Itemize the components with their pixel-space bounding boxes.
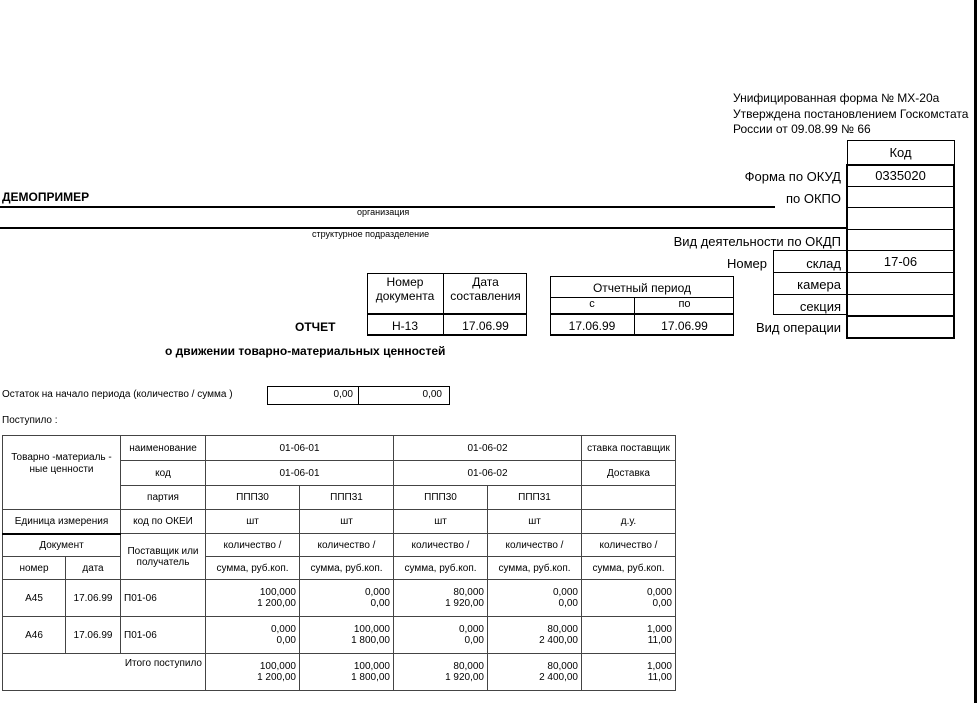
unit-cell: шт — [488, 510, 582, 534]
kamera-label: камера — [797, 277, 841, 292]
sum-label: сумма, руб.коп. — [394, 557, 488, 580]
period-from-label: с — [589, 298, 595, 310]
sum-label: сумма, руб.коп. — [582, 557, 676, 580]
okud-label: Форма по ОКУД — [744, 169, 841, 184]
date-label: дата — [66, 557, 121, 580]
total-cell: 100,000 1 200,00 — [206, 654, 300, 691]
org-name: ДЕМОПРИМЕР — [2, 190, 90, 204]
balance-sum: 0,00 — [422, 389, 442, 400]
org-caption: организация — [357, 207, 410, 217]
sekciya-label: секция — [799, 299, 841, 314]
row-cell: 100,000 1 200,00 — [206, 580, 300, 617]
row-cell: 0,000 0,00 — [488, 580, 582, 617]
qty-label: количество / — [394, 534, 488, 557]
operation-label: Вид операции — [755, 320, 841, 335]
row-cell: 0,000 0,00 — [582, 580, 676, 617]
total-cell: 100,000 1 800,00 — [300, 654, 394, 691]
qty-label: количество / — [582, 534, 676, 557]
tmc-label: Товарно -материаль - ные ценности — [3, 436, 121, 510]
batch-cell: ППП30 — [394, 486, 488, 510]
batch-cell: ППП30 — [206, 486, 300, 510]
total-cell: 80,000 1 920,00 — [394, 654, 488, 691]
row-num: А45 — [3, 580, 66, 617]
balance-label: Остаток на начало периода (количество / сумма ) — [2, 389, 233, 400]
form-line-3: России от 09.08.99 № 66 — [733, 122, 871, 136]
qty-label: количество / — [206, 534, 300, 557]
table-row — [3, 617, 676, 654]
batch-cell — [582, 486, 676, 510]
okpo-value — [847, 187, 954, 208]
doc-date-header: Дата составления — [450, 275, 521, 303]
row-cell: 0,000 0,00 — [206, 617, 300, 654]
doc-label: Документ — [3, 534, 121, 557]
row-num: А46 — [3, 617, 66, 654]
total-row — [3, 654, 676, 691]
extra-name: ставка поставщик — [582, 436, 676, 461]
batch-label: партия — [121, 486, 206, 510]
row-cell: 80,000 1 920,00 — [394, 580, 488, 617]
batch-cell: ППП31 — [488, 486, 582, 510]
unit-cell: шт — [206, 510, 300, 534]
sklad-value: 17-06 — [847, 251, 954, 273]
code-label: код — [121, 461, 206, 486]
form-line-1: Унифицированная форма № МХ-20а — [733, 91, 940, 105]
report-label: ОТЧЕТ — [295, 320, 336, 334]
kamera-value — [847, 273, 954, 295]
movement-table — [2, 435, 676, 691]
row-cell: 0,000 0,00 — [394, 617, 488, 654]
unit-cell: шт — [394, 510, 488, 534]
row-party: П01-06 — [121, 617, 206, 654]
balance-qty: 0,00 — [333, 389, 353, 400]
doc-num-header: Номер документа — [375, 275, 435, 303]
number-label: Номер — [727, 256, 768, 271]
row-date: 17.06.99 — [66, 580, 121, 617]
okei-label: код по ОКЕИ — [121, 510, 206, 534]
operation-value — [847, 316, 954, 338]
okpo-label: по ОКПО — [785, 191, 841, 206]
period-header: Отчетный период — [592, 281, 692, 295]
unit-cell: шт — [300, 510, 394, 534]
num-label: номер — [3, 557, 66, 580]
qty-label: количество / — [488, 534, 582, 557]
group1-name: 01-06-01 — [206, 436, 394, 461]
sklad-label: склад — [806, 256, 841, 271]
period-to: 17.06.99 — [661, 319, 708, 333]
supplier-label: Поставщик или получатель — [121, 534, 206, 580]
table-row — [3, 580, 676, 617]
form-line-2: Утверждена постановлением Госкомстата — [733, 107, 969, 121]
qty-label: количество / — [300, 534, 394, 557]
report-subtitle: о движении товарно-материальных ценностей — [165, 344, 446, 358]
sum-label: сумма, руб.коп. — [206, 557, 300, 580]
sum-label: сумма, руб.коп. — [488, 557, 582, 580]
name-label: наименование — [121, 436, 206, 461]
period-from: 17.06.99 — [568, 319, 616, 333]
okdp-label: Вид деятельности по ОКДП — [673, 234, 841, 249]
total-cell: 80,000 2 400,00 — [488, 654, 582, 691]
code-title: Код — [847, 141, 954, 165]
total-label: Итого поступило — [3, 654, 206, 691]
sekciya-value — [847, 295, 954, 316]
okdp-value — [847, 230, 954, 251]
doc-number: Н-13 — [391, 319, 418, 333]
row-cell: 100,000 1 800,00 — [300, 617, 394, 654]
row-cell: 0,000 0,00 — [300, 580, 394, 617]
sum-label: сумма, руб.коп. — [300, 557, 394, 580]
group2-code: 01-06-02 — [394, 461, 582, 486]
total-cell: 1,000 11,00 — [582, 654, 676, 691]
extra-code: Доставка — [582, 461, 676, 486]
code-table — [846, 140, 955, 339]
unit-cell: д.у. — [582, 510, 676, 534]
doc-date: 17.06.99 — [462, 319, 509, 333]
row-party: П01-06 — [121, 580, 206, 617]
batch-cell: ППП31 — [300, 486, 394, 510]
dept-caption: структурное подразделение — [312, 229, 430, 239]
okud-value: 0335020 — [847, 165, 954, 187]
group2-name: 01-06-02 — [394, 436, 582, 461]
unit-label: Единица измерения — [3, 510, 121, 534]
period-to-label: по — [678, 298, 691, 310]
group1-code: 01-06-01 — [206, 461, 394, 486]
row-cell: 80,000 2 400,00 — [488, 617, 582, 654]
row-cell: 1,000 11,00 — [582, 617, 676, 654]
row-date: 17.06.99 — [66, 617, 121, 654]
received-label: Поступило : — [2, 415, 58, 426]
